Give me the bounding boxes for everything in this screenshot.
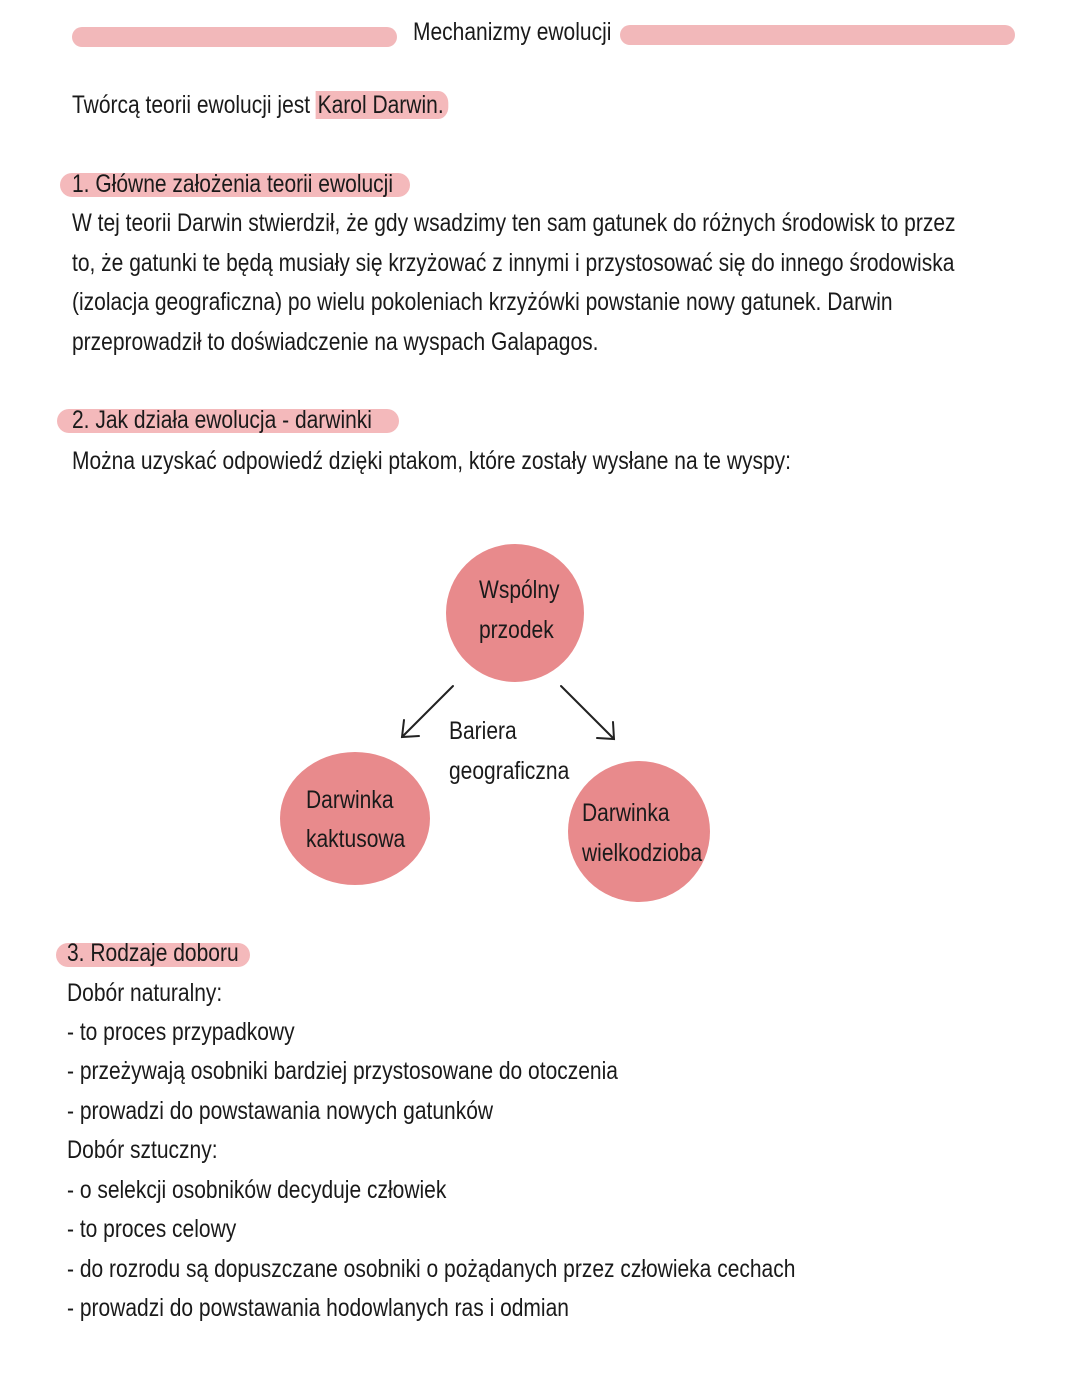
ancestor-label-line1: Wspólny: [479, 576, 560, 604]
intro-prefix: Twórcą teorii ewolucji jest: [72, 91, 316, 119]
left-bird-label-line1: Darwinka: [306, 786, 394, 814]
section1-line: (izolacja geograficzna) po wielu pokoleniach krzyżówki powstanie nowy gatunek. Darwin: [72, 288, 893, 316]
artificial-selection-item: - do rozrodu są dopuszczane osobniki o pożądanych przez człowieka cechach: [67, 1255, 796, 1283]
section2-heading: 2. Jak działa ewolucja - darwinki: [72, 406, 372, 434]
left-bird-label-line2: kaktusowa: [306, 825, 406, 853]
natural-selection-title: Dobór naturalny:: [67, 979, 223, 1007]
section1-line: W tej teorii Darwin stwierdził, że gdy wsadzimy ten sam gatunek do różnych środowisk to przez: [72, 209, 956, 237]
arrow-left-icon: [402, 686, 453, 737]
page-title: Mechanizmy ewolucji: [413, 18, 612, 46]
section1-line: przeprowadził to doświadczenie na wyspach Galapagos.: [72, 328, 599, 356]
artificial-selection-item: - o selekcji osobników decyduje człowiek: [67, 1176, 447, 1204]
intro-highlight: Karol Darwin.: [316, 91, 449, 119]
section3-heading: 3. Rodzaje doboru: [67, 939, 239, 967]
barrier-label-line2: geograficzna: [449, 757, 570, 785]
artificial-selection-item: - prowadzi do powstawania hodowlanych ras i odmian: [67, 1294, 569, 1322]
natural-selection-item: - prowadzi do powstawania nowych gatunków: [67, 1097, 494, 1125]
section2-text: Można uzyskać odpowiedź dzięki ptakom, które zostały wysłane na te wyspy:: [72, 447, 792, 475]
right-bird-label-line2: wielkodzioba: [582, 839, 703, 867]
natural-selection-item: - to proces przypadkowy: [67, 1018, 295, 1046]
right-bird-label-line1: Darwinka: [582, 799, 670, 827]
section1-line: to, że gatunki te będą musiały się krzyżować z innymi i przystosować się do innego środowiska: [72, 249, 955, 277]
ancestor-label-line2: przodek: [479, 616, 554, 644]
section1-heading: 1. Główne założenia teorii ewolucji: [72, 170, 394, 198]
barrier-label-line1: Bariera: [449, 717, 517, 745]
artificial-selection-title: Dobór sztuczny:: [67, 1136, 218, 1164]
natural-selection-item: - przeżywają osobniki bardziej przystosowane do otoczenia: [67, 1057, 618, 1085]
arrow-right-icon: [561, 686, 614, 739]
artificial-selection-item: - to proces celowy: [67, 1215, 237, 1243]
